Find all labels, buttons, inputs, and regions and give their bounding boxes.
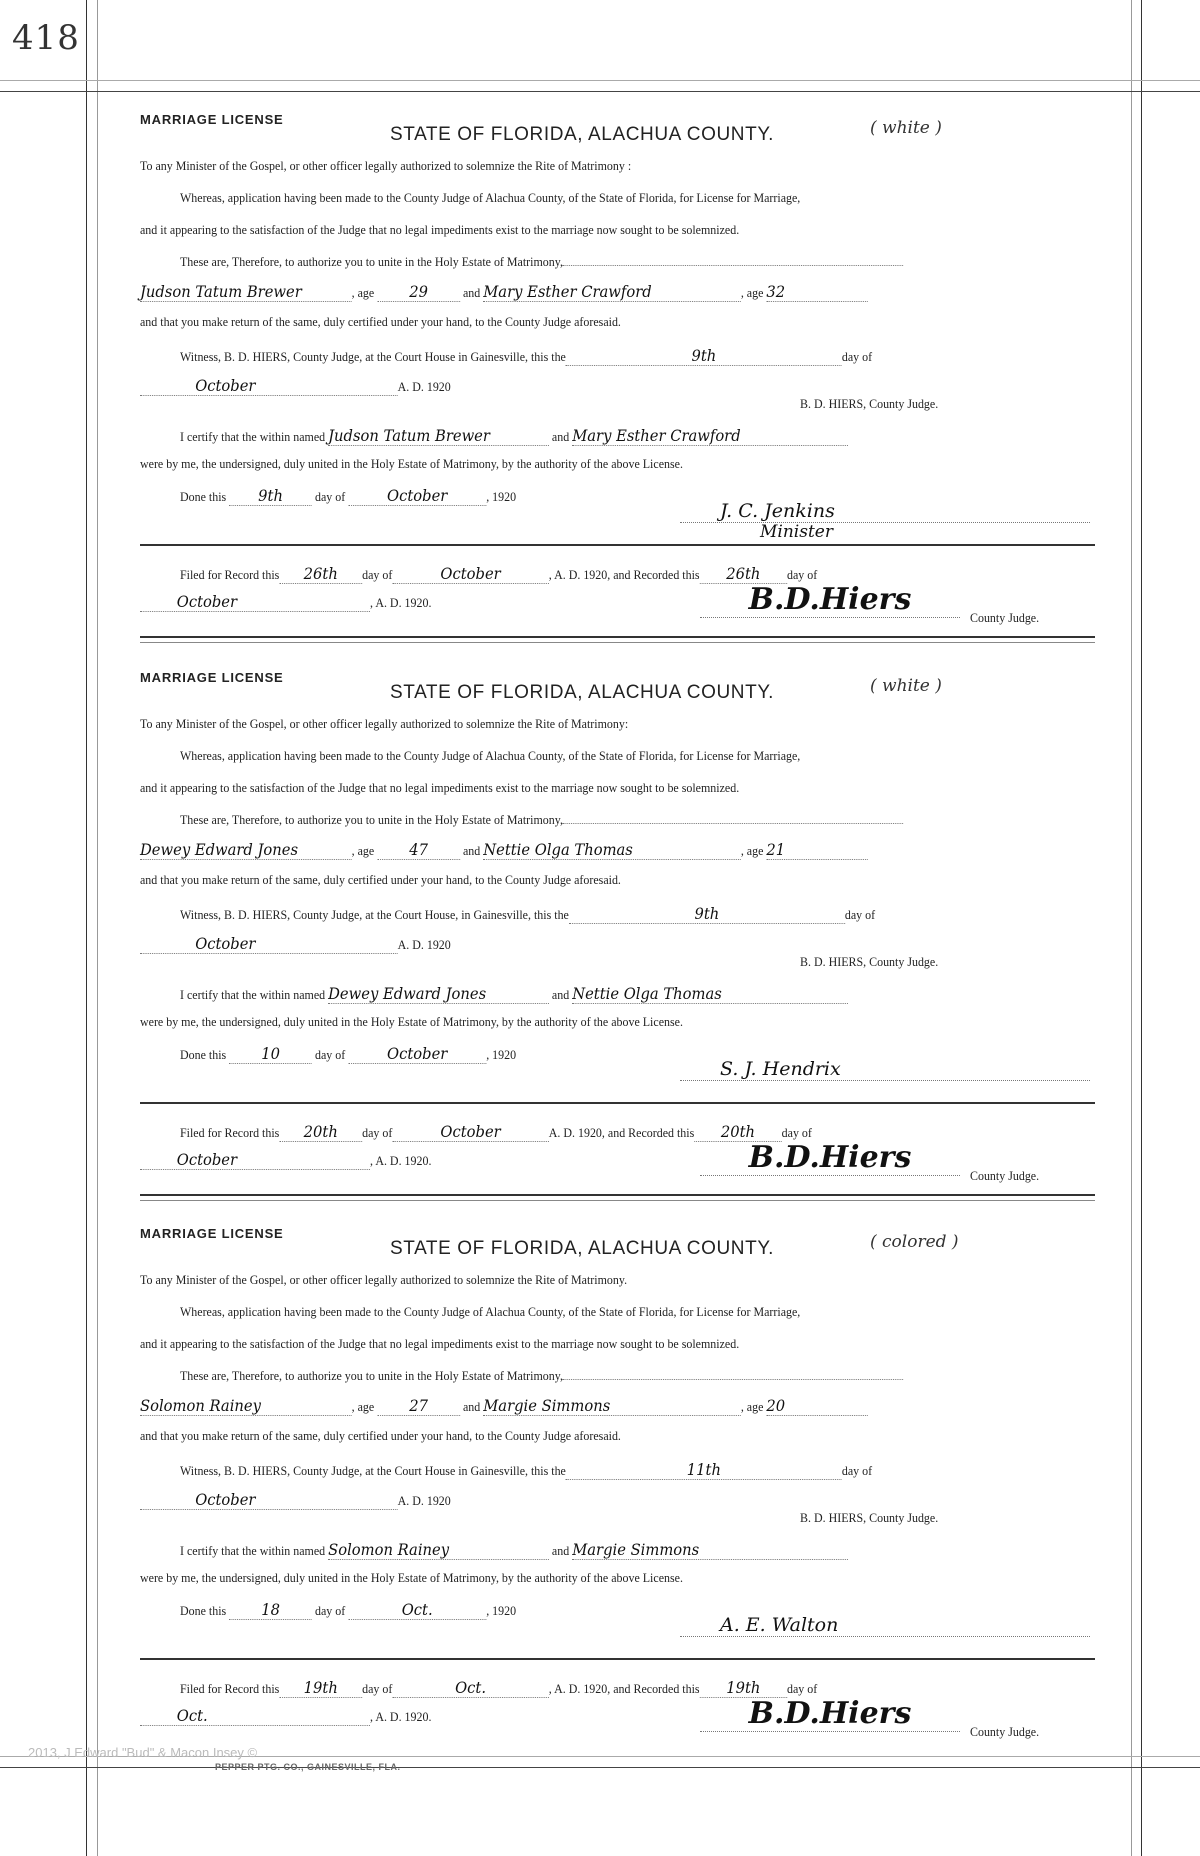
recorded-day: 19th bbox=[700, 1678, 787, 1698]
license-end-divider bbox=[140, 1194, 1095, 1201]
certify-text: I certify that the within named bbox=[180, 987, 326, 1002]
appearing-line: and it appearing to the satisfaction of the Judge that no legal impediments exist to the marriage now sought to be solemnized. bbox=[140, 222, 740, 237]
bride-age: 20 bbox=[766, 1396, 867, 1416]
authorize-line bbox=[180, 254, 903, 270]
address-line: To any Minister of the Gospel, or other officer legally authorized to solemnize the Rite of Matrimony: bbox=[140, 716, 629, 731]
appearing-line: and it appearing to the satisfaction of the Judge that no legal impediments exist to the marriage now sought to be solemnized. bbox=[140, 780, 740, 795]
filed-label: Filed for Record this bbox=[180, 1681, 280, 1696]
groom-name: Dewey Edward Jones bbox=[140, 840, 352, 860]
age-label: age bbox=[357, 1399, 375, 1414]
done-line bbox=[180, 1044, 516, 1064]
license-label: MARRIAGE LICENSE bbox=[140, 1226, 284, 1241]
marriage-license-1 bbox=[140, 108, 1095, 648]
parties-line: Judson Tatum Brewer , age 29 and Mary Esther Crawford , age 32 bbox=[140, 282, 868, 302]
certify-groom: Dewey Edward Jones bbox=[328, 984, 549, 1004]
section-divider bbox=[140, 544, 1095, 546]
groom-age: 47 bbox=[377, 840, 460, 860]
day-of-label: day of bbox=[781, 1125, 812, 1140]
day-of-label: day of bbox=[362, 1125, 393, 1140]
recorded-year: , A. D. 1920. bbox=[370, 1153, 432, 1168]
recorded-month: Oct. bbox=[140, 1706, 370, 1726]
recorded-month-line bbox=[140, 592, 431, 612]
done-month: October bbox=[348, 486, 486, 506]
address-line: To any Minister of the Gospel, or other officer legally authorized to solemnize the Rite of Matrimony : bbox=[140, 158, 632, 173]
and-label: and bbox=[551, 429, 570, 444]
done-year: , 1920 bbox=[486, 1047, 517, 1062]
filed-year: , A. D. 1920 bbox=[548, 567, 608, 582]
county-judge-label: County Judge. bbox=[970, 610, 1040, 625]
filed-year: , A. D. 1920 bbox=[548, 1681, 608, 1696]
done-month: Oct. bbox=[348, 1600, 486, 1620]
parties-line: Solomon Rainey , age 27 and Margie Simmons , age 20 bbox=[140, 1396, 868, 1416]
certify-line bbox=[180, 984, 848, 1004]
authorize-text: These are, Therefore, to authorize you to unite in the Holy Estate of Matrimony, bbox=[180, 254, 563, 269]
license-title: STATE OF FLORIDA, ALACHUA COUNTY. bbox=[390, 682, 775, 703]
license-title: STATE OF FLORIDA, ALACHUA COUNTY. bbox=[390, 1238, 775, 1259]
age-label: age bbox=[746, 1399, 764, 1414]
filed-month: October bbox=[392, 564, 548, 584]
certify-groom: Solomon Rainey bbox=[328, 1540, 549, 1560]
groom-age: 29 bbox=[377, 282, 460, 302]
done-line bbox=[180, 1600, 516, 1620]
judge-printed-name: B. D. HIERS, County Judge. bbox=[800, 396, 939, 411]
filed-line bbox=[180, 1122, 812, 1142]
bride-name: Margie Simmons bbox=[483, 1396, 741, 1416]
authorize-line bbox=[180, 1368, 903, 1384]
certify-text: I certify that the within named bbox=[180, 429, 326, 444]
ad-year: A. D. 1920 bbox=[397, 937, 451, 952]
return-line: and that you make return of the same, duly certified under your hand, to the County Judge aforesaid. bbox=[140, 872, 621, 887]
day-of-label: day of bbox=[786, 1681, 818, 1696]
authorize-line bbox=[180, 812, 903, 828]
bottom-rule-inner bbox=[0, 1767, 1200, 1768]
license-label: MARRIAGE LICENSE bbox=[140, 670, 284, 685]
license-end-divider bbox=[140, 636, 1095, 643]
dotted-fill bbox=[563, 265, 903, 266]
witness-day: 11th bbox=[566, 1460, 842, 1480]
day-of-label: day of bbox=[314, 1047, 346, 1062]
county-judge-label: County Judge. bbox=[970, 1168, 1040, 1183]
certify-bride: Margie Simmons bbox=[572, 1540, 848, 1560]
license-label: MARRIAGE LICENSE bbox=[140, 112, 284, 127]
recorded-month: October bbox=[140, 1150, 370, 1170]
certify-bride: Nettie Olga Thomas bbox=[572, 984, 848, 1004]
ad-year: A. D. 1920 bbox=[397, 1493, 451, 1508]
race-annotation: ( colored ) bbox=[870, 1232, 959, 1252]
copyright-watermark: 2013, J Edward "Bud" & Macon Insey © bbox=[28, 1745, 258, 1760]
whereas-line: Whereas, application having been made to the County Judge of Alachua County, of the State of Florida, for License for Marriage, bbox=[180, 190, 801, 205]
whereas-line: Whereas, application having been made to the County Judge of Alachua County, of the State of Florida, for License for Marriage, bbox=[180, 1304, 801, 1319]
certify-bride: Mary Esther Crawford bbox=[572, 426, 848, 446]
and-label: and bbox=[462, 285, 481, 300]
done-label: Done this bbox=[180, 1047, 227, 1062]
done-line bbox=[180, 486, 516, 506]
dotted-fill bbox=[563, 1379, 903, 1380]
united-line: were by me, the undersigned, duly united in the Holy Estate of Matrimony, by the authority of the above License. bbox=[140, 456, 683, 471]
and-label: and bbox=[551, 987, 570, 1002]
parties-line: Dewey Edward Jones , age 47 and Nettie Olga Thomas , age 21 bbox=[140, 840, 868, 860]
groom-age: 27 bbox=[377, 1396, 460, 1416]
officiant-signature: J. C. Jenkins bbox=[680, 500, 1090, 523]
judge-printed-name: B. D. HIERS, County Judge. bbox=[800, 954, 939, 969]
done-day: 18 bbox=[229, 1600, 312, 1620]
judge-signature: B.D.Hiers bbox=[700, 1696, 960, 1732]
recorded-month-line bbox=[140, 1150, 431, 1170]
dotted-fill bbox=[563, 823, 903, 824]
age-label: age bbox=[746, 285, 764, 300]
bride-name: Nettie Olga Thomas bbox=[483, 840, 741, 860]
section-divider bbox=[140, 1658, 1095, 1660]
certify-groom: Judson Tatum Brewer bbox=[328, 426, 549, 446]
authorize-text: These are, Therefore, to authorize you to unite in the Holy Estate of Matrimony, bbox=[180, 1368, 563, 1383]
recorded-month-line bbox=[140, 1706, 431, 1726]
recorded-month: October bbox=[140, 592, 370, 612]
done-label: Done this bbox=[180, 1603, 227, 1618]
and-label: and bbox=[462, 843, 481, 858]
officiant-signature: S. J. Hendrix bbox=[680, 1058, 1090, 1081]
age-label: age bbox=[357, 285, 375, 300]
certify-line bbox=[180, 1540, 848, 1560]
authorize-text: These are, Therefore, to authorize you to unite in the Holy Estate of Matrimony, bbox=[180, 812, 563, 827]
judge-signature: B.D.Hiers bbox=[700, 1140, 960, 1176]
age-label: age bbox=[746, 843, 764, 858]
bride-age: 21 bbox=[766, 840, 867, 860]
marriage-license-3 bbox=[140, 1222, 1095, 1752]
witness-day: 9th bbox=[569, 904, 845, 924]
page-number: 418 bbox=[12, 18, 80, 58]
recorded-label: , and Recorded this bbox=[607, 1681, 700, 1696]
witness-line bbox=[180, 1460, 872, 1480]
filed-day: 20th bbox=[279, 1122, 362, 1142]
done-year: , 1920 bbox=[486, 1603, 517, 1618]
filed-day: 26th bbox=[279, 564, 362, 584]
done-label: Done this bbox=[180, 489, 227, 504]
return-line: and that you make return of the same, duly certified under your hand, to the County Judge aforesaid. bbox=[140, 314, 621, 329]
witness-month: October bbox=[140, 934, 398, 954]
witness-month-line bbox=[140, 1490, 451, 1510]
filed-line bbox=[180, 1678, 817, 1698]
witness-text: Witness, B. D. HIERS, County Judge, at the Court House in Gainesville, this the bbox=[180, 1463, 566, 1478]
done-day: 9th bbox=[229, 486, 312, 506]
day-of-label: day of bbox=[314, 1603, 346, 1618]
filed-line bbox=[180, 564, 817, 584]
day-of-label: day of bbox=[844, 907, 876, 922]
section-divider bbox=[140, 1102, 1095, 1104]
recorded-year: , A. D. 1920. bbox=[370, 1709, 432, 1724]
groom-name: Solomon Rainey bbox=[140, 1396, 352, 1416]
recorded-day: 26th bbox=[700, 564, 787, 584]
marriage-license-2 bbox=[140, 666, 1095, 1206]
done-year: , 1920 bbox=[486, 489, 517, 504]
witness-text: Witness, B. D. HIERS, County Judge, at the Court House in Gainesville, this the bbox=[180, 349, 566, 364]
day-of-label: day of bbox=[314, 489, 346, 504]
witness-line bbox=[180, 904, 875, 924]
bride-name: Mary Esther Crawford bbox=[483, 282, 741, 302]
return-line: and that you make return of the same, duly certified under your hand, to the County Judge aforesaid. bbox=[140, 1428, 621, 1443]
and-label: and bbox=[551, 1543, 570, 1558]
groom-name: Judson Tatum Brewer bbox=[140, 282, 352, 302]
day-of-label: day of bbox=[841, 1463, 873, 1478]
bride-age: 32 bbox=[766, 282, 867, 302]
witness-text: Witness, B. D. HIERS, County Judge, at the Court House, in Gainesville, this the bbox=[180, 907, 569, 922]
certify-text: I certify that the within named bbox=[180, 1543, 326, 1558]
recorded-day: 20th bbox=[694, 1122, 781, 1142]
left-margin-rule-inner bbox=[97, 0, 98, 1856]
filed-year: A. D. 1920 bbox=[548, 1125, 602, 1140]
appearing-line: and it appearing to the satisfaction of the Judge that no legal impediments exist to the marriage now sought to be solemnized. bbox=[140, 1336, 740, 1351]
filed-month: Oct. bbox=[392, 1678, 548, 1698]
and-label: and bbox=[462, 1399, 481, 1414]
filed-month: October bbox=[392, 1122, 548, 1142]
county-judge-label: County Judge. bbox=[970, 1724, 1040, 1739]
witness-month: October bbox=[140, 1490, 398, 1510]
witness-month-line bbox=[140, 934, 451, 954]
united-line: were by me, the undersigned, duly united in the Holy Estate of Matrimony, by the authority of the above License. bbox=[140, 1014, 683, 1029]
age-label: age bbox=[357, 843, 375, 858]
race-annotation: ( white ) bbox=[870, 676, 942, 696]
day-of-label: day of bbox=[841, 349, 873, 364]
top-rule bbox=[0, 80, 1200, 81]
recorded-label: , and Recorded this bbox=[601, 1125, 695, 1140]
top-rule-inner bbox=[0, 91, 1200, 92]
filed-day: 19th bbox=[279, 1678, 362, 1698]
ad-year: A. D. 1920 bbox=[397, 379, 451, 394]
witness-day: 9th bbox=[566, 346, 842, 366]
day-of-label: day of bbox=[362, 567, 393, 582]
judge-printed-name: B. D. HIERS, County Judge. bbox=[800, 1510, 939, 1525]
address-line: To any Minister of the Gospel, or other officer legally authorized to solemnize the Rite of Matrimony. bbox=[140, 1272, 628, 1287]
right-margin-rule-inner bbox=[1131, 0, 1132, 1856]
done-month: October bbox=[348, 1044, 486, 1064]
officiant-title: Minister bbox=[760, 522, 833, 542]
day-of-label: day of bbox=[362, 1681, 393, 1696]
filed-label: Filed for Record this bbox=[180, 1125, 280, 1140]
recorded-label: , and Recorded this bbox=[607, 567, 700, 582]
judge-signature: B.D.Hiers bbox=[700, 582, 960, 618]
officiant-signature: A. E. Walton bbox=[680, 1614, 1090, 1637]
left-margin-rule bbox=[86, 0, 87, 1856]
done-day: 10 bbox=[229, 1044, 312, 1064]
whereas-line: Whereas, application having been made to the County Judge of Alachua County, of the State of Florida, for License for Marriage, bbox=[180, 748, 801, 763]
day-of-label: day of bbox=[786, 567, 818, 582]
united-line: were by me, the undersigned, duly united in the Holy Estate of Matrimony, by the authority of the above License. bbox=[140, 1570, 683, 1585]
witness-line bbox=[180, 346, 872, 366]
witness-month-line bbox=[140, 376, 451, 396]
filed-label: Filed for Record this bbox=[180, 567, 280, 582]
race-annotation: ( white ) bbox=[870, 118, 942, 138]
right-margin-rule bbox=[1141, 0, 1142, 1856]
license-title: STATE OF FLORIDA, ALACHUA COUNTY. bbox=[390, 124, 775, 145]
certify-line bbox=[180, 426, 848, 446]
recorded-year: , A. D. 1920. bbox=[370, 595, 432, 610]
printer-imprint: PEPPER PTG. CO., GAINESVILLE, FLA. bbox=[215, 1762, 401, 1772]
witness-month: October bbox=[140, 376, 398, 396]
